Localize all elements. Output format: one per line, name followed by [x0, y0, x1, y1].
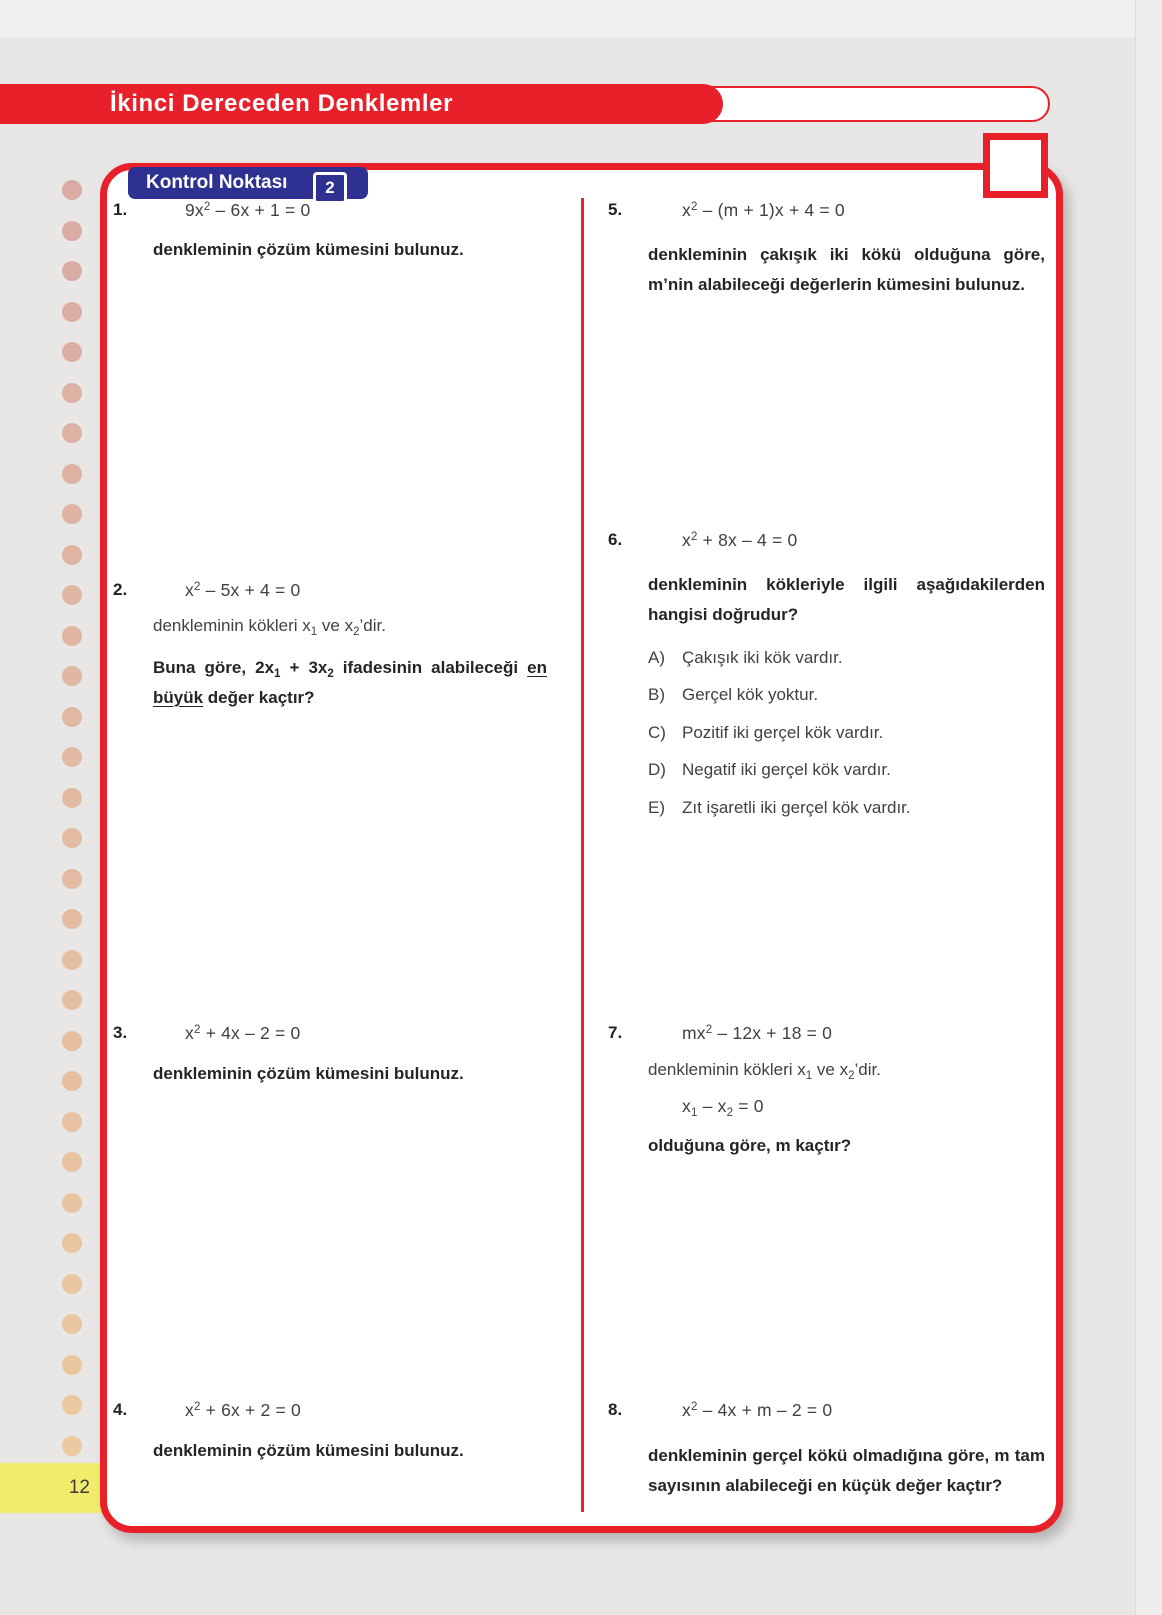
option-letter: C)	[648, 723, 666, 742]
problem-1-question: denkleminin çözüm kümesini bulunuz.	[153, 240, 464, 259]
option-text: Çakışık iki kök vardır.	[682, 648, 843, 667]
problem-7-question: olduğuna göre, m kaçtır?	[648, 1136, 852, 1155]
problem-7-statement: denkleminin kökleri $x_1$ ve $x_2’dir$.	[648, 1060, 881, 1082]
option-letter: D)	[648, 760, 666, 779]
problem-8-question: denkleminin gerçel kökü olmadığına göre, m tam sayısının alabileceği en küçük değer kaçtır?	[648, 1446, 1045, 1495]
problem-7-equation-2: $x_1 - x_2 = 0$	[682, 1096, 764, 1119]
problem-7-equation: $mx^2 - 12x + 18 = 0$	[682, 1023, 833, 1043]
option-text: Pozitif iki gerçel kök vardır.	[682, 723, 884, 742]
problem-6-option-c	[648, 723, 883, 743]
problem-2-question: Buna göre, $2x_1 + 3x_2$ ifadesinin alabileceği en büyük değer kaçtır?	[153, 658, 547, 707]
problem-6-option-e	[648, 798, 911, 818]
problem-3-number: 3.	[113, 1023, 128, 1042]
option-letter: E)	[648, 798, 665, 817]
problem-4-number: 4.	[113, 1400, 128, 1419]
problem-5-equation: $x^2 - (m + 1)x + 4 = 0$	[682, 200, 845, 220]
problem-6-option-a	[648, 648, 843, 668]
problem-6-number: 6.	[608, 530, 623, 549]
problem-1-equation: $9x^2 - 6x + 1 = 0$	[185, 200, 311, 220]
problem-7-number: 7.	[608, 1023, 623, 1042]
problem-3-question: denkleminin çözüm kümesini bulunuz.	[153, 1064, 464, 1083]
problem-6-question: denkleminin kökleriyle ilgili aşağıdakilerden hangisi doğrudur?	[648, 575, 1045, 624]
problem-3-equation: $x^2 + 4x - 2 = 0$	[185, 1023, 301, 1043]
option-text: Zıt işaretli iki gerçel kök vardır.	[682, 798, 911, 817]
problem-6-option-d	[648, 760, 891, 780]
problem-5-question: denkleminin çakışık iki kökü olduğuna göre, m’nin alabileceği değerlerin kümesini bulunuz.	[648, 245, 1045, 294]
page-number: 12	[68, 1477, 90, 1498]
problem-8-equation: $x^2 - 4x + m - 2 = 0$	[682, 1400, 833, 1420]
option-letter: B)	[648, 685, 665, 704]
problem-2-number: 2.	[113, 580, 128, 599]
problem-5-number: 5.	[608, 200, 623, 219]
problem-4-equation: $x^2 + 6x + 2 = 0$	[185, 1400, 301, 1420]
problem-1-number: 1.	[113, 200, 128, 219]
problem-6-option-b	[648, 685, 818, 705]
problem-6-equation: $x^2 + 8x - 4 = 0$	[682, 530, 798, 550]
corner-box	[983, 133, 1048, 198]
checkpoint-label: Kontrol Noktası	[146, 172, 288, 193]
option-text: Gerçel kök yoktur.	[682, 685, 819, 704]
option-text: Negatif iki gerçel kök vardır.	[682, 760, 891, 779]
option-letter: A)	[648, 648, 665, 667]
problem-8-number: 8.	[608, 1400, 623, 1419]
chapter-title: İkinci Dereceden Denklemler	[110, 90, 454, 117]
problem-2-statement: denkleminin kökleri $x_1$ ve $x_2’dir$.	[153, 616, 386, 638]
checkpoint-number: 2	[313, 172, 347, 204]
problem-4-question: denkleminin çözüm kümesini bulunuz.	[153, 1441, 464, 1460]
problem-2-equation: $x^2 - 5x + 4 = 0$	[185, 580, 301, 600]
